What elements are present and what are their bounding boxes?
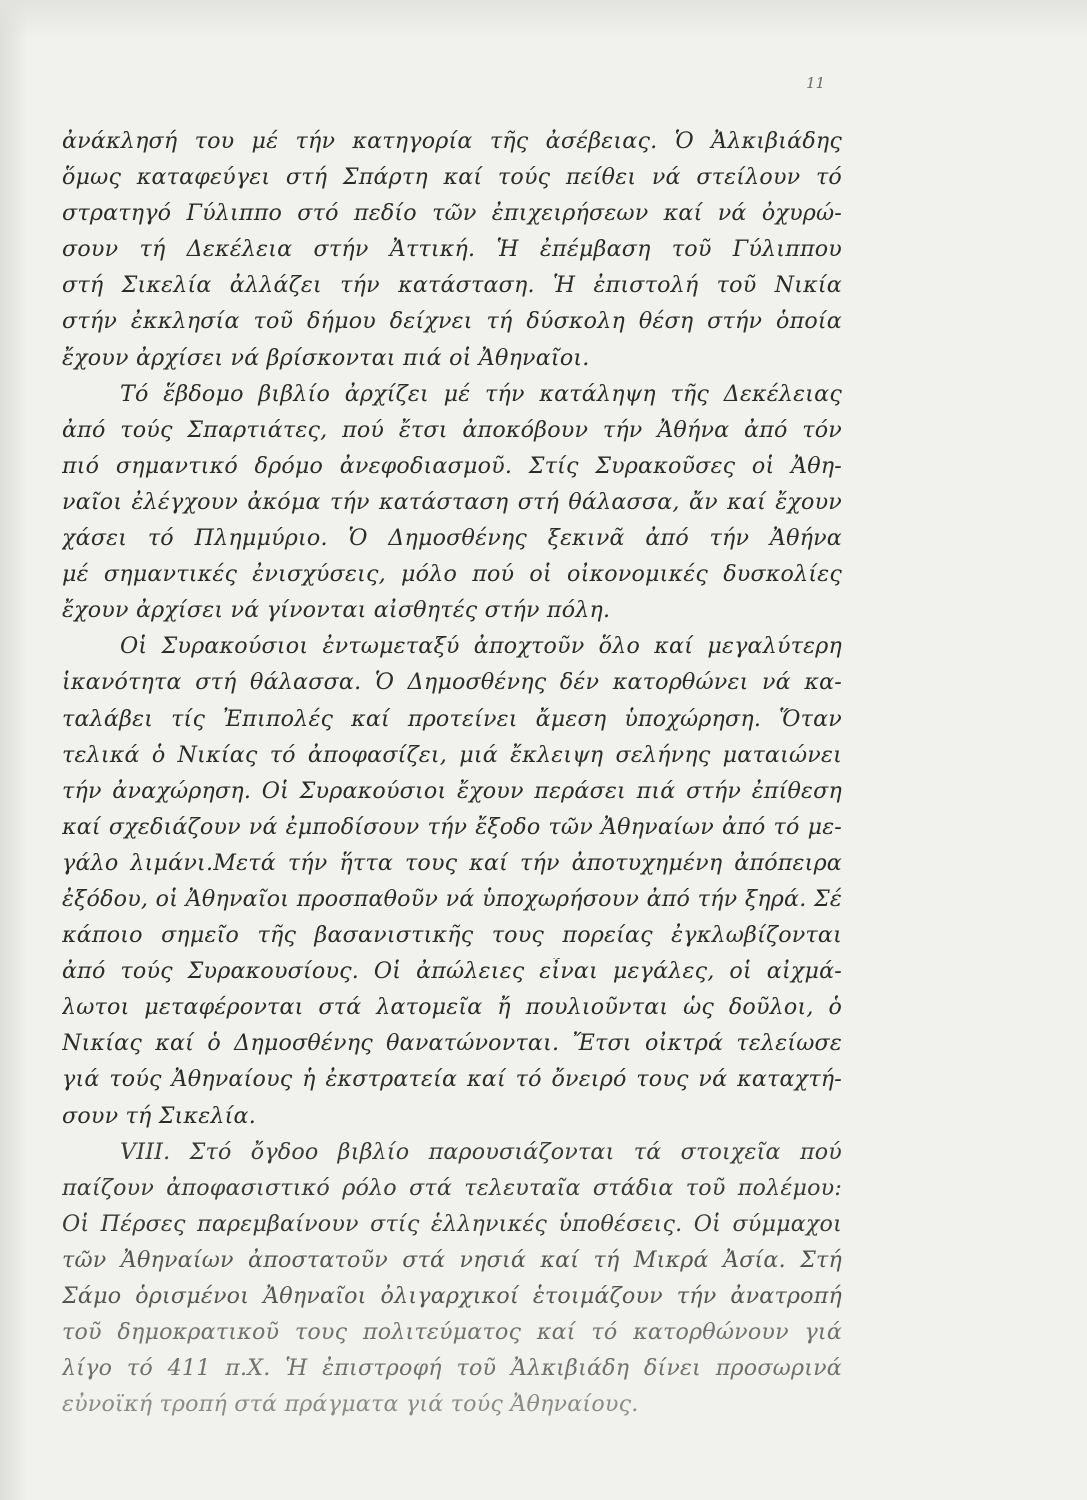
text-line: γιά τούς Ἀθηναίους ἡ ἐκστρατεία καί τό ὄνειρό τους νά καταχτή-: [62, 1066, 842, 1093]
text-line: ἐξόδου, οἱ Ἀθηναῖοι προσπαθοῦν νά ὑποχωρήσουν ἀπό τήν ξηρά. Σέ: [62, 885, 842, 912]
text-line: στή Σικελία ἀλλάζει τήν κατάσταση. Ἡ ἐπιστολή τοῦ Νικία: [62, 272, 842, 299]
text-line: εὐνοϊκή τροπή στά πράγματα γιά τούς Ἀθηναίους.: [62, 1391, 639, 1418]
text-line: Τό ἕβδομο βιβλίο ἀρχίζει μέ τήν κατάληψη τῆς Δεκέλειας: [120, 380, 842, 407]
text-line: ὅμως καταφεύγει στή Σπάρτη καί τούς πείθει νά στείλουν τό: [62, 164, 842, 191]
text-line: Οἱ Συρακούσιοι ἐντωμεταξύ ἀποχτοῦν ὅλο καί μεγαλύτερη: [120, 633, 842, 660]
text-line: λωτοι μεταφέρονται στά λατομεῖα ἤ πουλιοῦνται ὡς δοῦλοι, ὁ: [62, 994, 842, 1021]
text-line: λίγο τό 411 π.Χ. Ἡ ἐπιστροφή τοῦ Ἀλκιβιάδη δίνει προσωρινά: [62, 1355, 842, 1382]
text-line: ἔχουν ἀρχίσει νά γίνονται αἰσθητές στήν πόλη.: [62, 597, 611, 624]
text-line: καί σχεδιάζουν νά ἐμποδίσουν τήν ἔξοδο τῶν Ἀθηναίων ἀπό τό με-: [62, 813, 842, 840]
text-line: ἀπό τούς Σπαρτιάτες, πού ἔτσι ἀποκόβουν τήν Ἀθήνα ἀπό τόν: [62, 416, 842, 443]
text-line: στρατηγό Γύλιππο στό πεδίο τῶν ἐπιχειρήσεων καί νά ὀχυρώ-: [62, 200, 842, 227]
text-line: γάλο λιμάνι.Μετά τήν ἥττα τους καί τήν ἀποτυχημένη ἀπόπειρα: [62, 849, 842, 876]
text-line: παίζουν ἀποφασιστικό ρόλο στά τελευταῖα στάδια τοῦ πολέμου:: [62, 1174, 842, 1201]
text-line: VIII. Στό ὄγδοο βιβλίο παρουσιάζονται τά στοιχεῖα πού: [120, 1138, 842, 1165]
text-line: τοῦ δημοκρατικοῦ τους πολιτεύματος καί τό κατορθώνουν γιά: [62, 1319, 842, 1346]
text-line: τῶν Ἀθηναίων ἀποστατοῦν στά νησιά καί τή Μικρά Ἀσία. Στή: [62, 1246, 842, 1273]
text-line: σουν τή Σικελία.: [62, 1102, 256, 1129]
text-line: πιό σημαντικό δρόμο ἀνεφοδιασμοῦ. Στίς Συρακοῦσες οἱ Ἀθη-: [62, 452, 842, 479]
page-top-shadow: [0, 0, 1087, 40]
text-line: μέ σημαντικές ἐνισχύσεις, μόλο πού οἱ οἰκονομικές δυσκολίες: [62, 561, 842, 588]
text-line: ἀπό τούς Συρακουσίους. Οἱ ἀπώλειες εἶναι μεγάλες, οἱ αἰχμά-: [62, 958, 842, 985]
text-line: ἱκανότητα στή θάλασσα. Ὁ Δημοσθένης δέν κατορθώνει νά κα-: [62, 669, 842, 696]
text-line: Νικίας καί ὁ Δημοσθένης θανατώνονται. Ἔτσι οἰκτρά τελείωσε: [62, 1030, 842, 1057]
text-line: Σάμο ὁρισμένοι Ἀθηναῖοι ὀλιγαρχικοί ἑτοιμάζουν τήν ἀνατροπή: [62, 1283, 842, 1309]
text-line: ἔχουν ἀρχίσει νά βρίσκονται πιά οἱ Ἀθηναῖοι.: [62, 344, 590, 371]
text-line: τελικά ὁ Νικίας τό ἀποφασίζει, μιά ἔκλειψη σελήνης ματαιώνει: [62, 741, 842, 768]
body-text: [62, 128, 842, 1427]
text-line: σουν τή Δεκέλεια στήν Ἀττική. Ἡ ἐπέμβαση τοῦ Γύλιππου: [62, 236, 842, 263]
text-line: Οἱ Πέρσες παρεμβαίνουν στίς ἑλληνικές ὑποθέσεις. Οἱ σύμμαχοι: [62, 1210, 842, 1237]
page-edge-shadow: [0, 0, 28, 1500]
text-line: ναῖοι ἐλέγχουν ἀκόμα τήν κατάσταση στή θάλασσα, ἄν καί ἔχουν: [62, 488, 842, 515]
text-line: κάποιο σημεῖο τῆς βασανιστικῆς τους πορείας ἐγκλωβίζονται: [62, 922, 842, 949]
text-line: ταλάβει τίς Ἐπιπολές καί προτείνει ἄμεση ὑποχώρηση. Ὅταν: [62, 705, 842, 732]
text-line: χάσει τό Πλημμύριο. Ὁ Δημοσθένης ξεκινᾶ ἀπό τήν Ἀθήνα: [62, 525, 842, 552]
text-line: ἀνάκλησή του μέ τήν κατηγορία τῆς ἀσέβειας. Ὁ Ἀλκιβιάδης: [62, 128, 842, 154]
text-line: τήν ἀναχώρηση. Οἱ Συρακούσιοι ἔχουν περάσει πιά στήν ἐπίθεση: [62, 777, 842, 804]
text-line: στήν ἐκκλησία τοῦ δήμου δείχνει τή δύσκολη θέση στήν ὁποία: [62, 308, 842, 335]
page-number: 11: [806, 74, 826, 92]
